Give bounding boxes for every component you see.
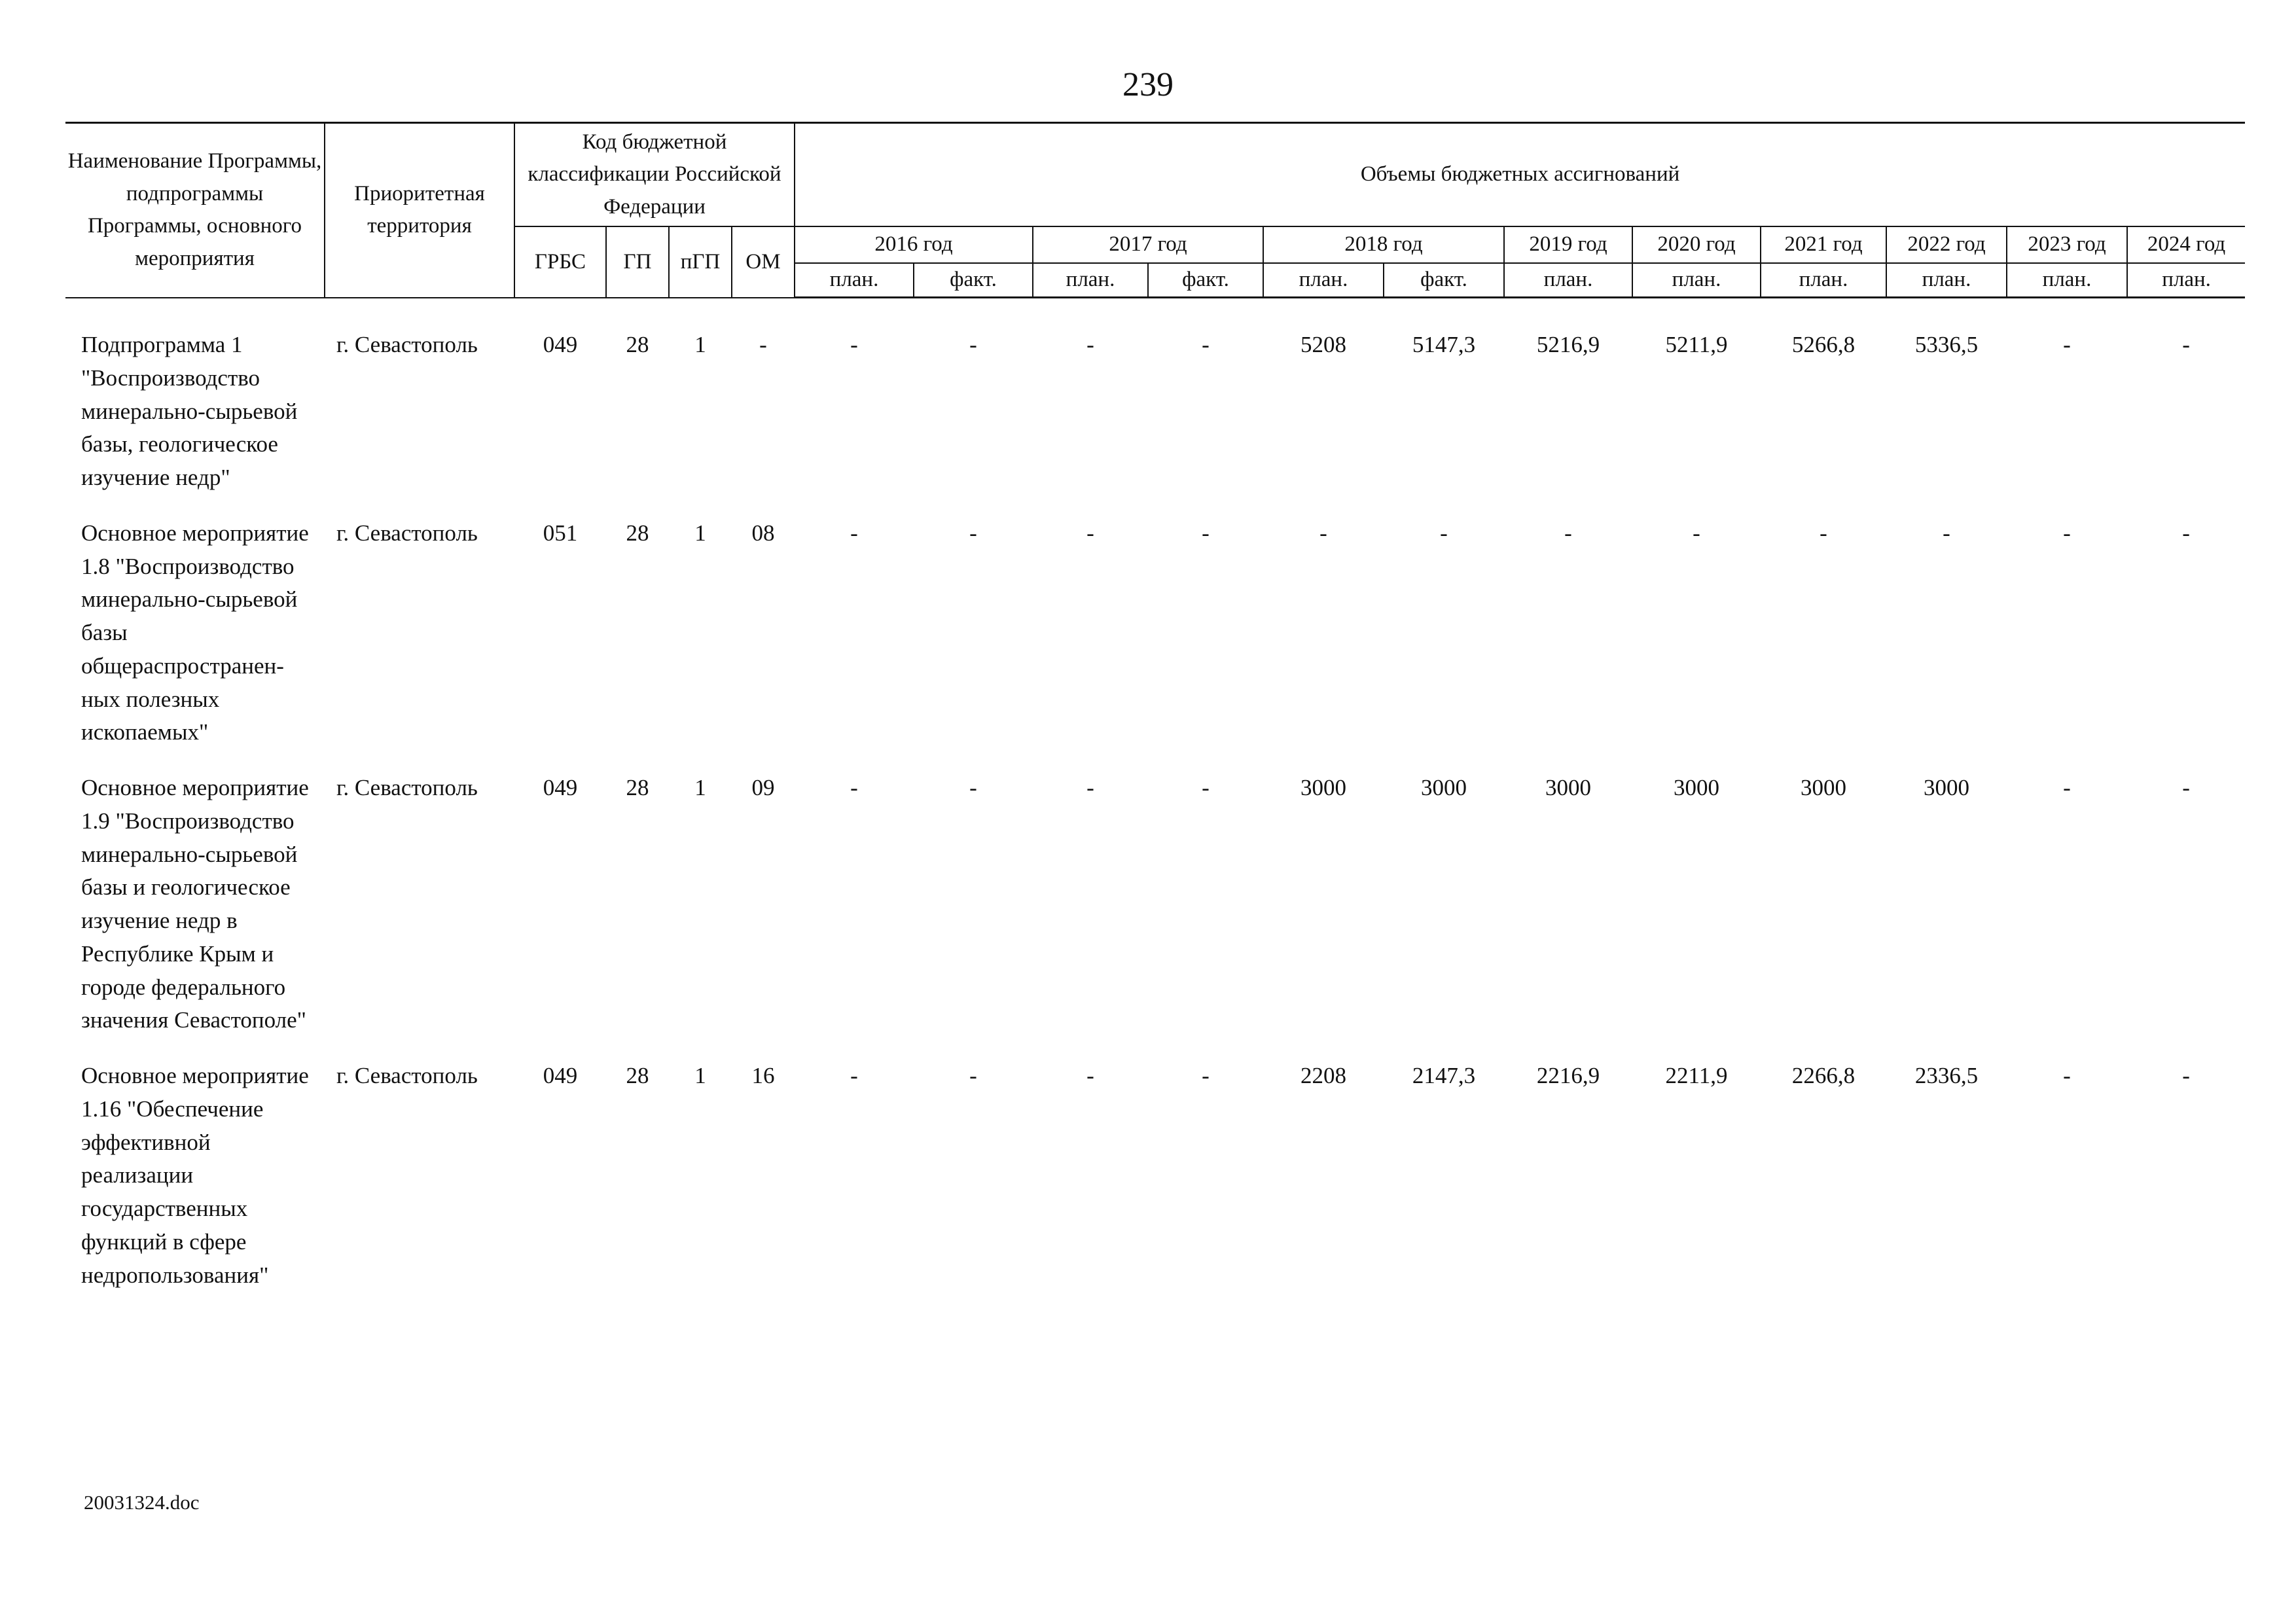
value-2021-plan: 5266,8 [1791,332,1856,357]
header-year-2024: 2024 год [2127,226,2245,263]
header-year-2017: 2017 год [1033,226,1263,263]
row-name: Основное мероприятие 1.8 "Воспроизводство минерально-сырьевой базы общераспространен-ных полезных ископаемых" [81,520,309,745]
row-territory: г. Севастополь [336,1063,478,1088]
value-2016-fact: - [969,332,977,357]
header-year-2019: 2019 год [1504,226,1632,263]
value-2019-plan: 3000 [1545,775,1591,800]
row-name: Основное мероприятие 1.16 "Обеспечение эффективной реализации государственных функций в сфере недропользования" [81,1063,309,1288]
row-om: 08 [751,520,775,546]
value-2022-plan: 3000 [1924,775,1969,800]
row-pgp: 1 [694,775,706,800]
table-row [65,1060,2245,1314]
row-pgp: 1 [694,332,706,357]
value-2020-plan: 2211,9 [1665,1063,1728,1088]
header-code-group: Код бюджетной классификации Российской Федерации [514,123,795,227]
value-2024-plan: - [2182,520,2190,546]
value-2020-plan: - [1693,520,1700,546]
value-2021-plan: 3000 [1801,775,1846,800]
row-om: - [759,332,767,357]
row-grbs: 049 [543,332,578,357]
header-year-2016: 2016 год [795,226,1033,263]
header-territory-column: Приоритетная территория [325,123,514,298]
value-2016-plan: - [850,332,858,357]
value-2019-plan: 2216,9 [1536,1063,1600,1088]
page-number: 239 [1122,66,1174,103]
row-om: 09 [751,775,775,800]
header-gp: ГП [606,226,669,298]
value-2017-fact: - [1202,332,1210,357]
value-2019-plan: 5216,9 [1536,332,1600,357]
header-fact-2016: факт. [914,263,1033,298]
value-2018-plan: 2208 [1300,1063,1346,1088]
value-2018-fact: 5147,3 [1412,332,1476,357]
value-2024-plan: - [2182,775,2190,800]
value-2019-plan: - [1564,520,1572,546]
header-plan-2017: план. [1033,263,1148,298]
header-plan-2020: план. [1632,263,1761,298]
header-volumes-group: Объемы бюджетных ассигнований [795,123,2245,227]
row-grbs: 049 [543,1063,578,1088]
row-territory: г. Севастополь [336,332,478,357]
header-year-2018: 2018 год [1263,226,1504,263]
table-header [65,123,2245,298]
table-row [65,517,2245,772]
header-grbs: ГРБС [514,226,606,298]
value-2022-plan: 5336,5 [1914,332,1979,357]
header-plan-2022: план. [1886,263,2007,298]
value-2016-plan: - [850,1063,858,1088]
value-2023-plan: - [2063,332,2071,357]
value-2018-plan: 5208 [1300,332,1346,357]
value-2022-plan: 2336,5 [1914,1063,1979,1088]
table-row [65,772,2245,1060]
row-name: Подпрограмма 1 "Воспроизводство минерально-сырьевой базы, геологическое изучение недр" [81,332,298,490]
value-2023-plan: - [2063,775,2071,800]
row-territory: г. Севастополь [336,775,478,800]
row-grbs: 049 [543,775,578,800]
value-2021-plan: - [1820,520,1827,546]
value-2024-plan: - [2182,332,2190,357]
document-code: 20031324.doc [84,1491,200,1514]
table-row [65,329,2245,517]
value-2018-fact: - [1440,520,1448,546]
header-year-2022: 2022 год [1886,226,2007,263]
header-plan-2019: план. [1504,263,1632,298]
header-name-column: Наименование Программы, подпрограммы Программы, основного мероприятия [65,123,325,298]
value-2023-plan: - [2063,1063,2071,1088]
value-2017-plan: - [1086,520,1094,546]
header-fact-2018: факт. [1384,263,1504,298]
header-plan-2023: план. [2007,263,2127,298]
value-2016-fact: - [969,775,977,800]
header-pgp: пГП [669,226,732,298]
row-gp: 28 [626,1063,649,1088]
row-gp: 28 [626,332,649,357]
value-2017-fact: - [1202,775,1210,800]
spacer-row [65,298,2245,329]
value-2016-fact: - [969,520,977,546]
value-2023-plan: - [2063,520,2071,546]
value-2021-plan: 2266,8 [1791,1063,1856,1088]
row-name: Основное мероприятие 1.9 "Воспроизводство минерально-сырьевой базы и геологическое изучение недр в Республике Крым и городе федерального значения Севастополе" [81,775,309,1033]
spacer-cell [65,298,2245,329]
value-2018-plan: - [1319,520,1327,546]
header-plan-2021: план. [1761,263,1886,298]
value-2018-plan: 3000 [1300,775,1346,800]
value-2022-plan: - [1943,520,1950,546]
row-gp: 28 [626,520,649,546]
header-year-2021: 2021 год [1761,226,1886,263]
header-plan-2024: план. [2127,263,2245,298]
value-2024-plan: - [2182,1063,2190,1088]
header-om: ОМ [732,226,795,298]
header-year-2023: 2023 год [2007,226,2127,263]
value-2017-fact: - [1202,1063,1210,1088]
row-territory: г. Севастополь [336,520,478,546]
row-grbs: 051 [543,520,578,546]
value-2017-fact: - [1202,520,1210,546]
value-2018-fact: 3000 [1421,775,1467,800]
value-2018-fact: 2147,3 [1412,1063,1476,1088]
header-plan-2018: план. [1263,263,1384,298]
value-2017-plan: - [1086,775,1094,800]
header-plan-2016: план. [795,263,914,298]
value-2020-plan: 3000 [1674,775,1719,800]
budget-table [65,122,2245,1314]
row-pgp: 1 [694,1063,706,1088]
table-body [65,298,2245,1315]
header-year-2020: 2020 год [1632,226,1761,263]
row-gp: 28 [626,775,649,800]
value-2017-plan: - [1086,1063,1094,1088]
row-pgp: 1 [694,520,706,546]
value-2016-plan: - [850,775,858,800]
header-fact-2017: факт. [1148,263,1263,298]
value-2020-plan: 5211,9 [1665,332,1728,357]
value-2016-fact: - [969,1063,977,1088]
value-2016-plan: - [850,520,858,546]
row-om: 16 [751,1063,775,1088]
value-2017-plan: - [1086,332,1094,357]
